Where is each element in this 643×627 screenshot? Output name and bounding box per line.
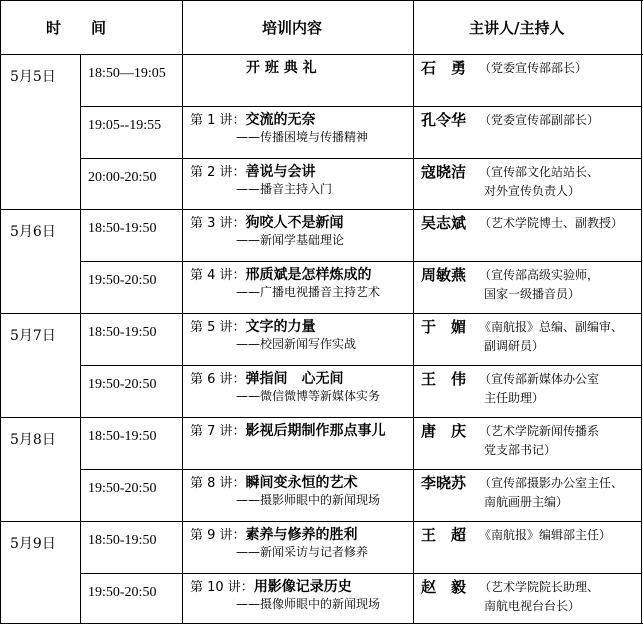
time-label: 18:50-19:50 [88,221,157,236]
lecture-number: 第 1 讲： [190,113,246,128]
row-divider [80,521,642,522]
row-divider [80,417,642,418]
session-heading [190,524,358,544]
date-divider [0,313,80,314]
session-subtitle: ——校园新闻写作实战 [236,337,357,351]
host-name: 王 超 [421,526,467,544]
host-role-continued: 国家一级播音员） [484,287,581,301]
session-subtitle: ——新闻采访与记者修养 [236,545,369,559]
host-role: （艺术学院院长助理、 [479,580,600,594]
header-time: 时 间 [46,19,107,37]
session-heading [190,109,316,129]
host-name: 周敏燕 [421,266,467,284]
date-label: 5月8日 [10,432,56,448]
host-name: 寇晓洁 [421,163,467,181]
host-role: 《南航报》总编、副编审、 [479,320,624,334]
host-role-continued: 副调研员） [484,339,545,353]
date-time-divider [80,54,81,624]
lecture-number: 第 2 讲： [190,165,246,180]
row-divider [80,209,642,210]
row-divider [80,158,642,159]
lecture-number: 第 5 讲： [190,320,246,335]
session-subtitle: ——广播电视播音主持艺术 [236,285,381,299]
session-title: 交流的无奈 [245,112,316,128]
host-name: 于 媚 [421,318,467,336]
host-role-continued: 南航画册主编） [484,495,569,509]
row-divider [80,313,642,314]
session-title: 弹指间 心无间 [245,371,344,387]
host-column-border [413,0,414,624]
table-bottom-border [0,623,643,624]
date-label: 5月6日 [10,224,56,240]
host-name: 石 勇 [421,59,467,77]
content-column-border [182,0,183,624]
host-role-continued: 主任助理） [484,391,545,405]
session-subtitle: ——微信微博等新媒体实务 [236,389,381,403]
time-label: 18:50-19:50 [88,429,157,444]
host-name: 李晓苏 [421,474,467,492]
host-role: （宣传部高级实验师， [479,268,600,282]
host-name: 唐 庆 [421,422,467,440]
table-left-border [0,0,1,624]
session-subtitle: ——播音主持入门 [236,182,333,196]
header-bottom-border [0,54,643,55]
time-label: 18:50-19:50 [88,325,157,340]
time-label: 19:50-20:50 [88,273,157,288]
header-host: 主讲人/主持人 [469,19,565,37]
date-label: 5月5日 [10,69,56,85]
session-title: 影视后期制作那点事儿 [245,423,386,439]
host-name: 吴志斌 [421,214,467,232]
date-divider [0,417,80,418]
lecture-number: 第 10 讲： [190,580,254,595]
session-title: 善说与会讲 [245,164,316,180]
session-heading [190,264,372,284]
time-label: 18:50-19:50 [88,533,157,548]
date-divider [0,521,80,522]
date-label: 5月9日 [10,536,56,552]
session-heading [190,420,386,440]
row-divider [80,469,642,470]
host-role: （宣传部摄影办公室主任、 [479,476,624,490]
host-name: 赵 毅 [421,578,467,596]
host-role: （宣传部文化站站长、 [479,165,600,179]
host-role: （党委宣传部部长） [479,61,588,75]
time-label: 19:50-20:50 [88,585,157,600]
session-heading [190,576,352,596]
table-right-border [641,0,642,624]
time-label: 19:50-20:50 [88,377,157,392]
host-role-continued: 南航电视台台长） [484,599,581,613]
row-divider [80,106,642,107]
date-label: 5月7日 [10,328,56,344]
session-subtitle: ——新闻学基础理论 [236,233,345,247]
lecture-number: 第 8 讲： [190,476,246,491]
host-role: （艺术学院博士、副教授） [479,216,624,230]
session-subtitle: ——摄影师眼中的新闻现场 [236,493,381,507]
host-role: （宣传部新媒体办公室 [479,372,600,386]
header-content: 培训内容 [262,19,323,37]
row-divider [80,261,642,262]
session-title: 狗咬人不是新闻 [245,215,344,231]
host-role-continued: 党支部书记） [484,443,557,457]
lecture-number: 第 7 讲： [190,424,246,439]
session-heading [190,161,316,181]
session-heading [190,212,344,232]
host-role: （艺术学院新闻传播系 [479,424,600,438]
host-name: 王 伟 [421,370,467,388]
host-role: 《南航报》编辑部主任） [479,528,612,542]
row-divider [80,365,642,366]
host-role-continued: 对外宣传负责人） [484,184,581,198]
session-subtitle: ——传播困境与传播精神 [236,130,369,144]
session-title: 素养与修养的胜利 [245,527,358,543]
lecture-number: 第 4 讲： [190,268,246,283]
session-subtitle: ——摄像师眼中的新闻现场 [236,597,381,611]
time-label: 19:05--19:55 [88,118,162,133]
host-name: 孔令华 [421,111,467,129]
time-label: 18:50—19:05 [88,66,166,81]
host-role: （党委宣传部副部长） [479,113,600,127]
time-label: 20:00-20:50 [88,170,157,185]
row-divider [80,573,642,574]
session-title: 瞬间变永恒的艺术 [245,475,358,491]
session-heading [190,368,344,388]
lecture-number: 第 3 讲： [190,216,246,231]
table-top-border [0,0,643,1]
date-divider [0,209,80,210]
time-label: 19:50-20:50 [88,481,157,496]
lecture-number: 第 6 讲： [190,372,246,387]
session-title: 开 班 典 礼 [246,60,317,76]
session-heading [190,472,358,492]
lecture-number: 第 9 讲： [190,528,246,543]
session-title: 邢质斌是怎样炼成的 [245,267,372,283]
session-title: 用影像记录历史 [253,579,352,595]
session-title: 文字的力量 [245,319,316,335]
session-heading [190,316,316,336]
